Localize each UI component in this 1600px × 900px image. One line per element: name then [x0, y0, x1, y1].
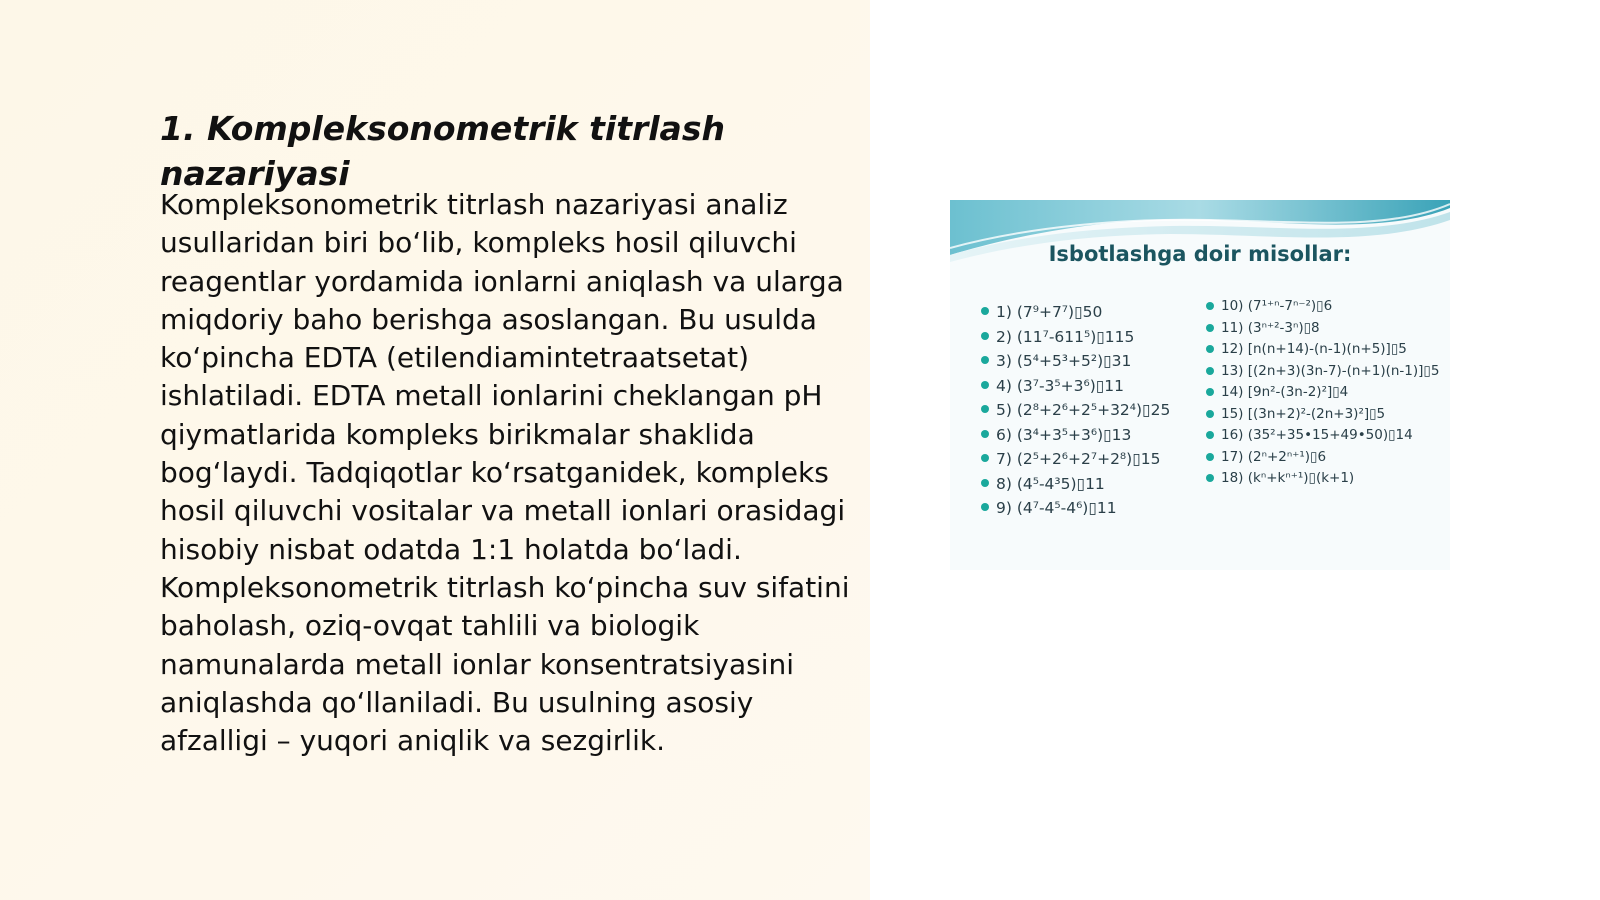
- list-item: 6) (3⁴+3⁵+3⁶)▯13: [980, 423, 1195, 448]
- list-item: 17) (2ⁿ+2ⁿ⁺¹)▯6: [1205, 448, 1445, 468]
- list-item: 18) (kⁿ+kⁿ⁺¹)▯(k+1): [1205, 469, 1445, 489]
- list-item: 7) (2⁵+2⁶+2⁷+2⁸)▯15: [980, 447, 1195, 472]
- bullet-icon: [981, 430, 989, 438]
- list-item: 10) (7¹⁺ⁿ-7ⁿ⁻²)▯6: [1205, 297, 1445, 317]
- bullet-icon: [1206, 431, 1214, 439]
- bullet-icon: [981, 405, 989, 413]
- bullet-icon: [1206, 474, 1214, 482]
- list-item: 3) (5⁴+5³+5²)▯31: [980, 349, 1195, 374]
- list-item: 13) [(2n+3)(3n-7)-(n+1)(n-1)]▯5: [1205, 362, 1445, 382]
- examples-image: [950, 200, 1450, 570]
- bullet-icon: [981, 307, 989, 315]
- list-item: 12) [n(n+14)-(n-1)(n+5)]▯5: [1205, 340, 1445, 360]
- list-item: 8) (4⁵-4³5)▯11: [980, 472, 1195, 497]
- list-item: 1) (7⁹+7⁷)▯50: [980, 300, 1195, 325]
- bullet-icon: [1206, 388, 1214, 396]
- bullet-icon: [1206, 410, 1214, 418]
- bullet-icon: [981, 479, 989, 487]
- bullet-icon: [981, 381, 989, 389]
- examples-title: Isbotlashga doir misollar:: [1048, 242, 1352, 266]
- bullet-icon: [1206, 367, 1214, 375]
- list-item: 2) (11⁷-611⁵)▯115: [980, 325, 1195, 350]
- examples-list-left: [980, 300, 1195, 521]
- bullet-icon: [1206, 324, 1214, 332]
- list-item: 16) (35²+35•15+49•50)▯14: [1205, 426, 1445, 446]
- list-item: 9) (4⁷-4⁵-4⁶)▯11: [980, 496, 1195, 521]
- examples-list-right: [1205, 297, 1445, 491]
- bullet-icon: [981, 332, 989, 340]
- slide-body-text: Kompleksonometrik titrlash nazariyasi analiz usullaridan biri bo‘lib, kompleks hosil qiluvchi reagentlar yordamida ionlarni aniqlash va ularga miqdoriy baho berishga asoslangan. Bu usulda ko‘pincha EDTA (etilendiamintetraatsetat) ishlatiladi. EDTA metall ionlarini cheklangan pH qiymatlarida kompleks birikmalar shaklida bog‘laydi. Tadqiqotlar ko‘rsatganidek, kompleks hosil qiluvchi vositalar va metall ionlari orasidagi hisobiy nisbat odatda 1:1 holatda bo‘ladi. Kompleksonometrik titrlash ko‘pincha suv sifatini baholash, oziq-ovqat tahlili va biologik namunalarda metall ionlar konsentratsiyasini aniqlashda qo‘llaniladi. Bu usulning asosiy afzalligi – yuqori aniqlik va sezgirlik.: [160, 188, 850, 758]
- bullet-icon: [1206, 345, 1214, 353]
- list-item: 11) (3ⁿ⁺²-3ⁿ)▯8: [1205, 319, 1445, 339]
- bullet-icon: [1206, 453, 1214, 461]
- list-item: 15) [(3n+2)²-(2n+3)²]▯5: [1205, 405, 1445, 425]
- bullet-icon: [1206, 302, 1214, 310]
- bullet-icon: [981, 356, 989, 364]
- slide-title: 1. Kompleksonometrik titrlash nazariyasi: [160, 109, 725, 193]
- list-item: 14) [9n²-(3n-2)²]▯4: [1205, 383, 1445, 403]
- list-item: 4) (3⁷-3⁵+3⁶)▯11: [980, 374, 1195, 399]
- list-item: 5) (2⁸+2⁶+2⁵+32⁴)▯25: [980, 398, 1195, 423]
- bullet-icon: [981, 503, 989, 511]
- bullet-icon: [981, 454, 989, 462]
